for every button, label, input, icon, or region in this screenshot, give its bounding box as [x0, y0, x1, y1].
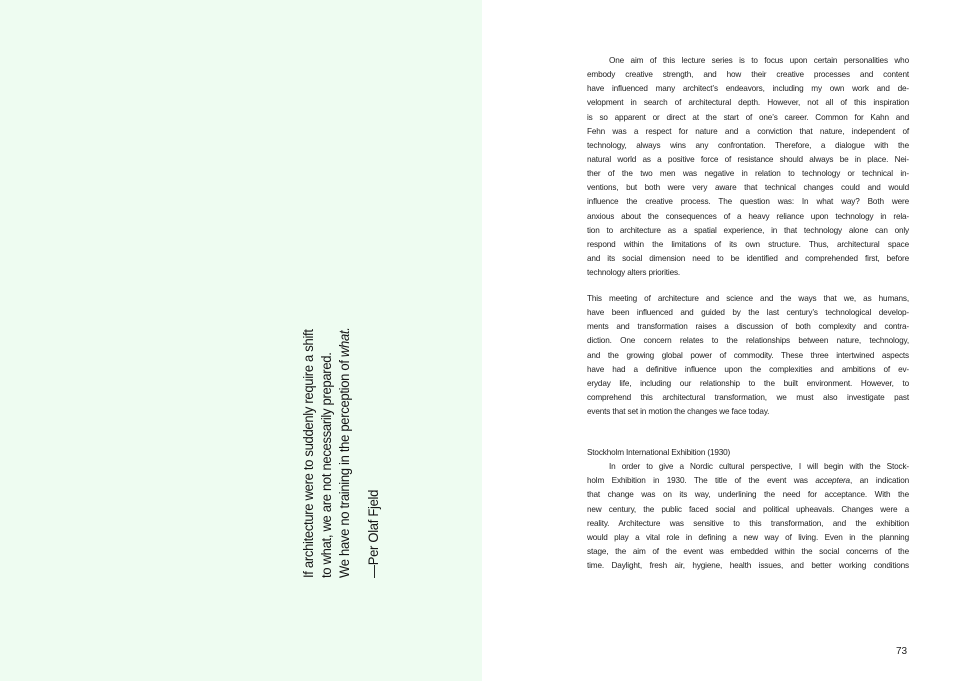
quote-line-2: to what, we are not necessarily prepared.	[319, 352, 335, 578]
paragraph-line: events that set in motion the changes we face today.	[587, 407, 770, 417]
paragraph-line: respond within the limitations of its own structure. Thus, architectural space	[587, 239, 909, 249]
paragraph-line: that change was on its way, underlining the need for acceptance. With the	[587, 490, 909, 500]
paragraph-line: diction. One concern relates to the relationships between nature, technology,	[587, 336, 909, 346]
paragraph-line: ments and transformation raises a discussion of both complexity and contra-	[587, 322, 909, 332]
paragraph-line: Fehn was a respect for nature and a conviction that nature, independent of	[587, 126, 909, 136]
right-page	[482, 0, 964, 681]
paragraph-line: velopment in search of architectural depth. However, not all of this inspiration	[587, 98, 909, 108]
paragraph-line: One aim of this lecture series is to focus upon certain personalities who	[609, 56, 909, 65]
quote-line-3-text: We have no training in the perception of	[337, 357, 353, 578]
quote-attribution: —Per Olaf Fjeld	[366, 489, 382, 578]
paragraph-line: stage, the aim of the event was embedded within the social concerns of the	[587, 546, 909, 556]
paragraph-line: have influenced many architect’s endeavors, including my own work and de-	[587, 84, 909, 94]
quote-line-1: If architecture were to suddenly require a shift	[301, 329, 317, 578]
paragraph-2	[587, 292, 909, 419]
paragraph-line: eryday life, including our relationship to the built environment. However, to	[587, 378, 909, 388]
paragraph-line: embody creative strength, and how their creative processes and content	[587, 70, 909, 80]
paragraph-line: have had a definitive influence upon the complexities and ambitions of ev-	[587, 364, 909, 374]
paragraph-line: is so apparent or direct at the start of one’s career. Common for Kahn and	[587, 112, 909, 122]
paragraph-line: technology alters priorities.	[587, 268, 681, 278]
paragraph-line: natural world as a positive force of resistance should always be in place. Nei-	[587, 154, 909, 164]
page-number: 73	[896, 646, 908, 657]
paragraph-line: ther of the two men was negative in relation to technology or technical in-	[587, 169, 909, 179]
paragraph-line: technology, always wins any confrontation. Therefore, a dialogue with the	[587, 140, 909, 150]
paragraph-line: would play a vital role in defining a new way of living. Even in the planning	[587, 532, 909, 542]
paragraph-line: comprehend this architectural transformation, we must also investigate past	[587, 392, 909, 402]
section-heading: Stockholm International Exhibition (1930)	[587, 448, 731, 457]
paragraph-line: holm Exhibition in 1930. The title of the event was acceptera, an indication	[587, 476, 910, 486]
paragraph-line: new century, the public faced social and political upheavals. Changes were a	[587, 504, 909, 514]
quote-line-3	[336, 284, 354, 578]
quote-emphasis: what.	[337, 327, 353, 358]
paragraph-line: time. Daylight, fresh air, hygiene, health issues, and better working conditions	[587, 561, 909, 571]
paragraph-line: tion to architecture as a spatial experience, in that technology alone can only	[587, 225, 909, 235]
paragraph-line: reality. Architecture was sensitive to this transformation, and the exhibition	[587, 518, 909, 528]
paragraph-line: influence the creative process. The question was: In what way? Both were	[587, 197, 909, 207]
paragraph-line: This meeting of architecture and science and the ways that we, as humans,	[587, 294, 909, 303]
section-stockholm	[587, 446, 909, 573]
paragraph-line: and its social dimension need to be identified and comprehended first, before	[587, 253, 909, 263]
exhibition-title-emphasis: acceptera	[815, 476, 850, 486]
paragraph-line: and the growing global power of commodity. These three intertwined aspects	[587, 350, 909, 360]
pull-quote	[300, 284, 383, 578]
paragraph-1	[587, 54, 909, 280]
paragraph-line: ventions, but both were very aware that technical changes could and would	[587, 183, 909, 193]
paragraph-line: anxious about the consequences of a heavy reliance upon technology in rela-	[587, 211, 909, 221]
paragraph-line: have been influenced and guided by the last century’s technological develop-	[587, 308, 909, 318]
paragraph-line: In order to give a Nordic cultural perspective, I will begin with the Stock-	[609, 462, 909, 472]
